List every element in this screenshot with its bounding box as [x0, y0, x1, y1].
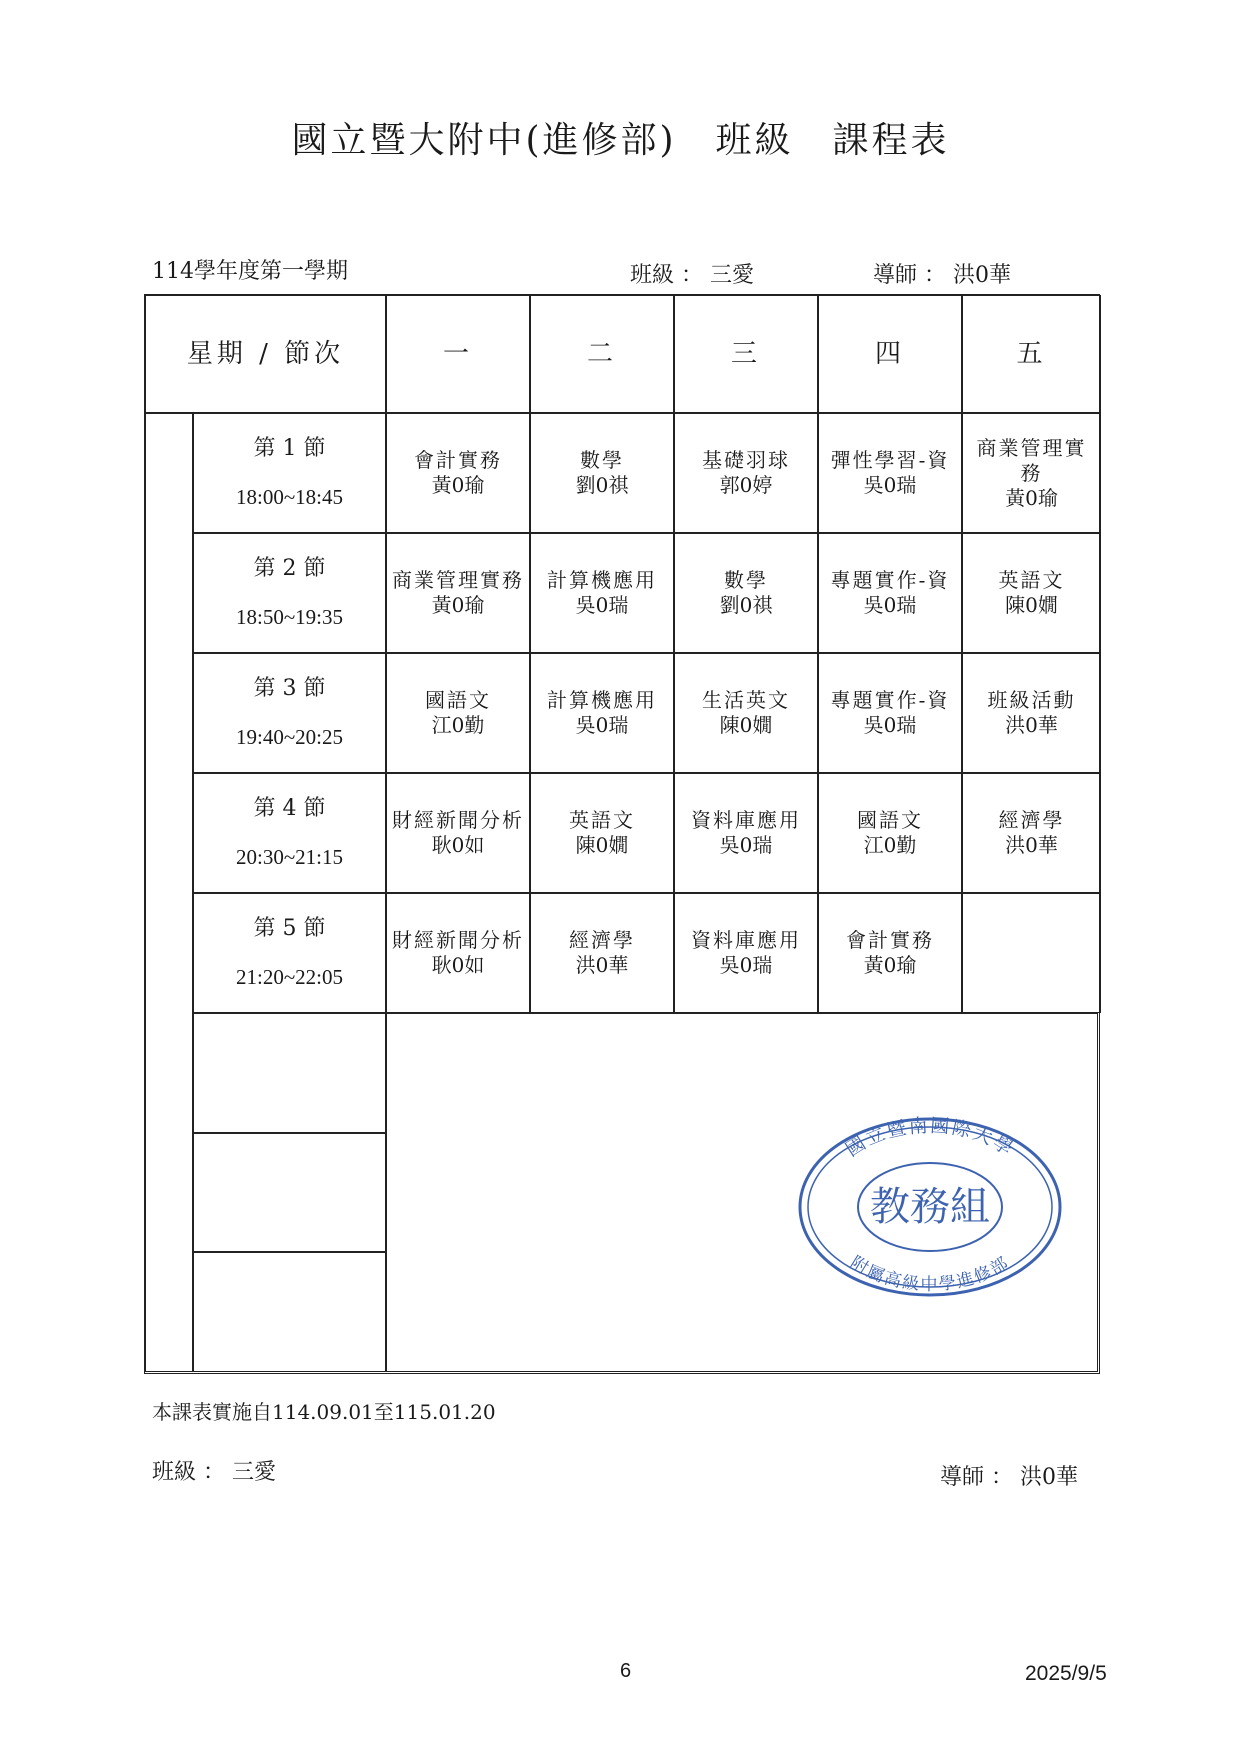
- page-number: 6: [620, 1660, 632, 1682]
- course-name: 商業管理實務: [392, 568, 524, 592]
- period-time: 19:40~20:25: [235, 725, 344, 749]
- course-cell: [818, 413, 962, 533]
- course-teacher: 郭0婷: [719, 473, 773, 497]
- course-cell: [674, 893, 818, 1013]
- footer-teacher-label: 導師 ： 洪0華: [940, 1465, 1078, 1490]
- course-teacher: 吳0瑞: [863, 473, 917, 497]
- course-cell: [818, 653, 962, 773]
- course-name: 數學: [724, 568, 768, 592]
- course-teacher: 吳0瑞: [719, 833, 773, 857]
- course-name: 專題實作-資: [830, 688, 950, 712]
- course-cell: [674, 533, 818, 653]
- course-cell: [530, 653, 674, 773]
- seal-ring-text: 國立暨南國際大學: [841, 1114, 1019, 1162]
- period-time: 20:30~21:15: [235, 845, 344, 869]
- period-cell: [193, 893, 386, 1013]
- course-name: 會計實務: [414, 448, 502, 472]
- period-time: 21:20~22:05: [235, 965, 344, 989]
- course-name: 生活英文: [702, 688, 790, 712]
- seal-ring-text-bottom: 附屬高級中學進修部: [846, 1252, 1014, 1295]
- course-teacher: 黃0瑜: [1005, 485, 1058, 510]
- course-name: 數學: [580, 448, 624, 472]
- course-teacher: 吳0瑞: [863, 593, 917, 617]
- course-cell: [962, 533, 1101, 653]
- day-header: [818, 295, 962, 413]
- course-name: 會計實務: [846, 928, 934, 952]
- corner-label: 星期 / 節次: [186, 338, 345, 369]
- course-name: 專題實作-資: [830, 568, 950, 592]
- course-cell: [674, 773, 818, 893]
- day-header: [674, 295, 818, 413]
- course-cell: [386, 653, 530, 773]
- course-cell: [530, 413, 674, 533]
- course-name: 計算機應用: [547, 568, 657, 592]
- table-corner-header: [145, 295, 386, 413]
- course-teacher: 洪0華: [575, 953, 629, 977]
- course-name: 商業管理實務: [976, 435, 1087, 485]
- print-date: 2025/9/5: [1025, 1662, 1107, 1685]
- course-teacher: 江0勤: [863, 833, 917, 857]
- seal-center-text: 教務組: [870, 1184, 990, 1230]
- page-title: 國立暨大附中(進修部) 班級 課程表: [291, 120, 950, 161]
- course-name: 資料庫應用: [691, 808, 801, 832]
- course-cell: [530, 533, 674, 653]
- class-label: 班級 ： 三愛: [630, 263, 754, 288]
- course-cell: [818, 533, 962, 653]
- course-teacher: 洪0華: [1005, 833, 1058, 857]
- empty-period-cell: [193, 1013, 386, 1133]
- day-label: 一: [442, 338, 473, 369]
- course-name: 班級活動: [987, 688, 1076, 712]
- teacher-label: 導師 ： 洪0華: [873, 263, 1011, 288]
- day-label: 三: [730, 338, 761, 369]
- course-teacher: 洪0華: [1005, 713, 1058, 737]
- course-name: 經濟學: [569, 928, 635, 952]
- effective-date-note: 本課表實施自114.09.01至115.01.20: [152, 1400, 496, 1424]
- course-name: 國語文: [425, 688, 491, 712]
- day-label: 四: [874, 338, 905, 369]
- period-number: 第 3 節: [253, 676, 326, 701]
- course-name: 國語文: [857, 808, 923, 832]
- course-name: 計算機應用: [547, 688, 657, 712]
- course-teacher: 劉0祺: [575, 473, 629, 497]
- empty-period-cell: [193, 1133, 386, 1253]
- term-label: 114學年度第一學期: [152, 259, 348, 284]
- course-cell: [962, 413, 1101, 533]
- course-cell: [674, 653, 818, 773]
- school-seal: [795, 1112, 1065, 1302]
- course-name: 基礎羽球: [702, 448, 790, 472]
- course-teacher: 陳0嫺: [1005, 593, 1058, 617]
- course-cell: [818, 893, 962, 1013]
- course-cell: [386, 413, 530, 533]
- course-name: 財經新聞分析: [392, 808, 524, 832]
- course-teacher: 黃0瑜: [431, 473, 485, 497]
- period-time: 18:00~18:45: [235, 485, 344, 509]
- course-name: 財經新聞分析: [392, 928, 524, 952]
- day-header: [530, 295, 674, 413]
- period-number: 第 2 節: [253, 556, 326, 581]
- course-cell: [818, 773, 962, 893]
- course-teacher: 江0勤: [431, 713, 485, 737]
- course-cell: [962, 653, 1101, 773]
- period-cell: [193, 773, 386, 893]
- course-teacher: 吳0瑞: [863, 713, 917, 737]
- course-teacher: 陳0嫺: [719, 713, 773, 737]
- course-teacher: 劉0祺: [719, 593, 773, 617]
- course-cell: [530, 893, 674, 1013]
- course-teacher: 耿0如: [431, 953, 485, 977]
- day-header: [962, 295, 1101, 413]
- course-cell: [530, 773, 674, 893]
- course-cell: [386, 533, 530, 653]
- course-cell: [962, 893, 1101, 1013]
- day-label: 二: [586, 338, 617, 369]
- period-number: 第 1 節: [253, 436, 326, 461]
- course-teacher: 黃0瑜: [863, 953, 917, 977]
- left-margin-column: [145, 413, 193, 1372]
- period-cell: [193, 533, 386, 653]
- period-cell: [193, 413, 386, 533]
- course-cell: [962, 773, 1101, 893]
- course-teacher: 陳0嫺: [575, 833, 629, 857]
- period-cell: [193, 653, 386, 773]
- period-number: 第 5 節: [253, 916, 326, 941]
- course-cell: [386, 773, 530, 893]
- period-number: 第 4 節: [253, 796, 326, 821]
- course-teacher: 吳0瑞: [575, 593, 629, 617]
- course-teacher: 吳0瑞: [719, 953, 773, 977]
- day-label: 五: [1016, 338, 1047, 369]
- course-cell: [386, 893, 530, 1013]
- course-cell: [674, 413, 818, 533]
- course-teacher: 吳0瑞: [575, 713, 629, 737]
- course-name: 英語文: [569, 808, 635, 832]
- empty-period-cell: [193, 1252, 386, 1372]
- footer-class-label: 班級 ： 三愛: [152, 1460, 276, 1485]
- course-name: 資料庫應用: [691, 928, 801, 952]
- course-teacher: 耿0如: [431, 833, 485, 857]
- course-name: 經濟學: [998, 808, 1065, 832]
- course-teacher: 黃0瑜: [431, 593, 485, 617]
- day-header: [386, 295, 530, 413]
- period-time: 18:50~19:35: [235, 605, 344, 629]
- course-name: 彈性學習-資: [830, 448, 950, 472]
- course-name: 英語文: [998, 568, 1065, 592]
